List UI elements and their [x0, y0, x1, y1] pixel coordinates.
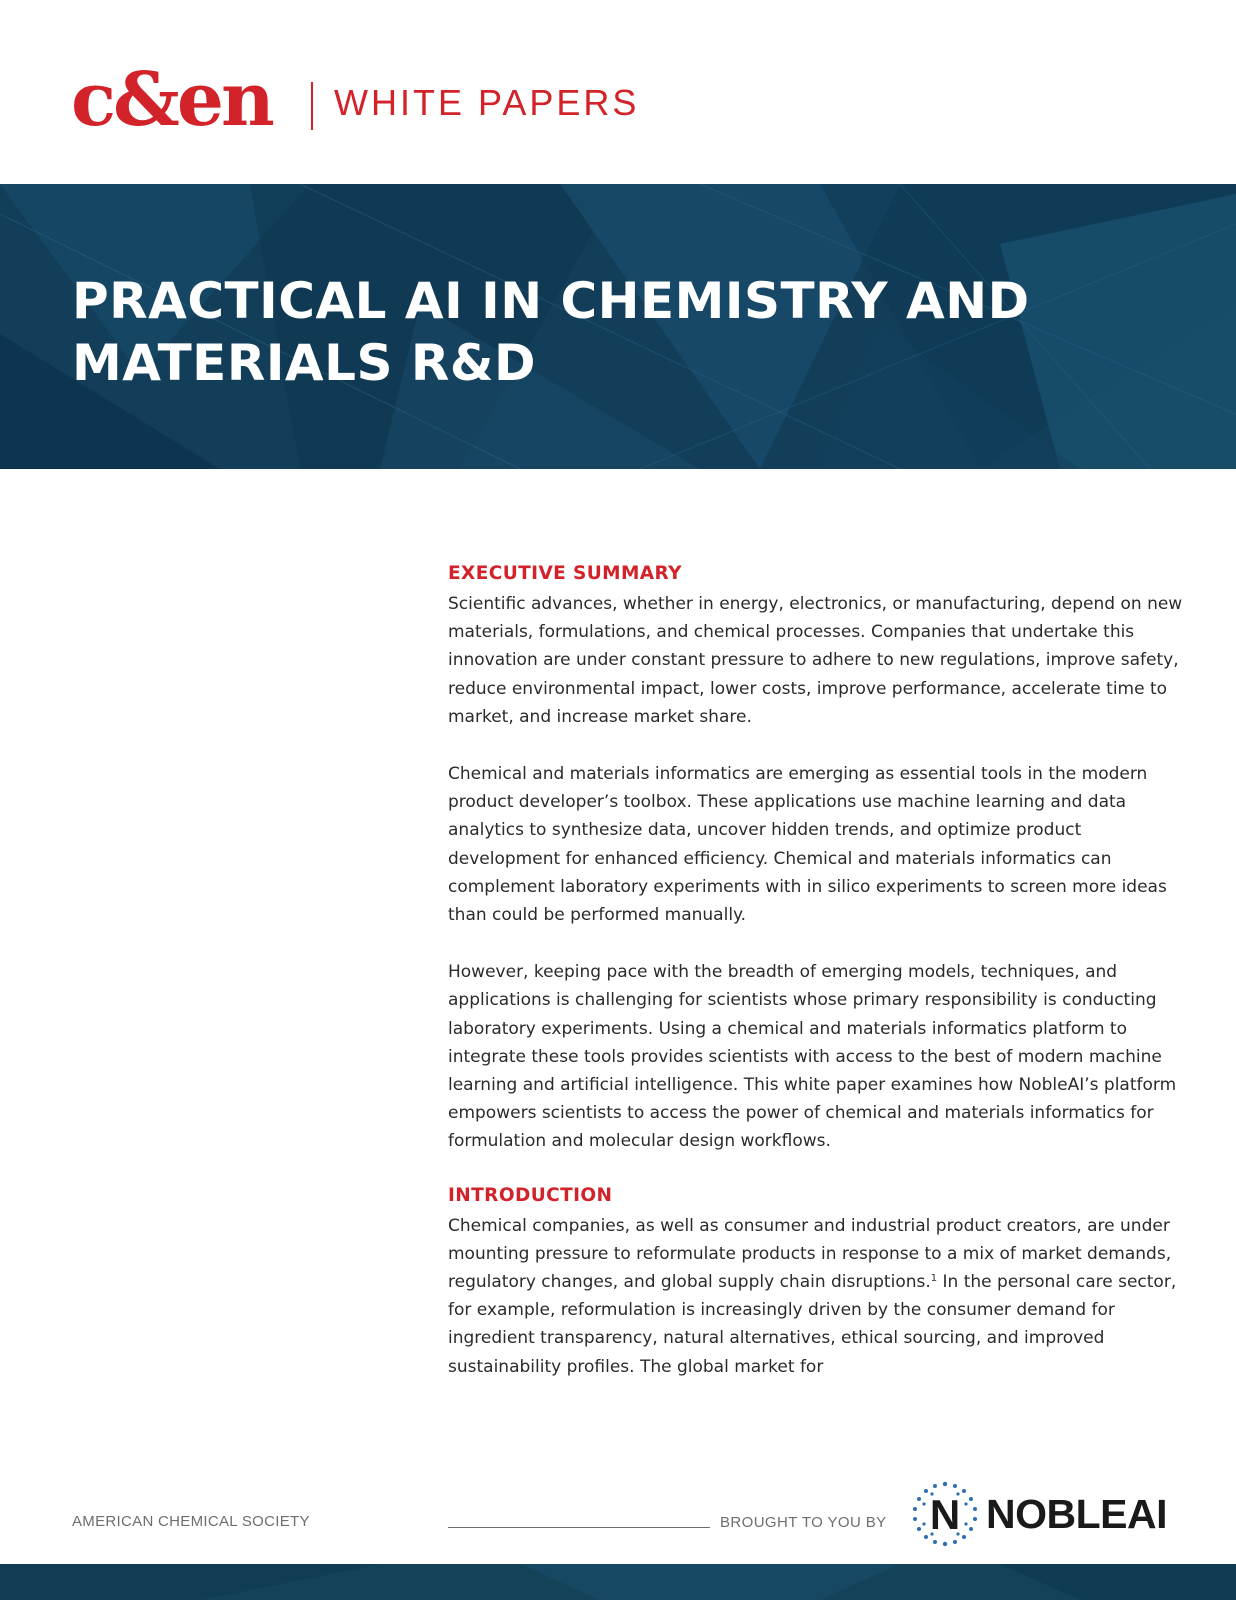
page-title [72, 270, 1030, 394]
masthead-label: WHITE PAPERS [334, 82, 640, 123]
hero-banner [0, 184, 1236, 469]
sponsor-credit: BROUGHT TO YOU BY [720, 1514, 887, 1531]
executive-summary-paragraph-1: Scientific advances, whether in energy, electronics, or manufacturing, depend on new materials, formulations, and chemical processes. Companies that undertake this innovation are under constant pressure to adhere to new regulations, improve safety, reduce environmental impact, lower costs, improve performance, accelerate time to market, and increase market share. [448, 594, 1183, 727]
introduction-heading: INTRODUCTION [448, 1184, 613, 1206]
executive-summary-paragraph-3: However, keeping pace with the breadth of emerging models, techniques, and applications is challenging for scientists whose primary responsibility is conducting laboratory experiments. Using a chemical and materials informatics platform to integrate these tools provides scientists with access to the best of modern machine learning and artificial intelligence. This white paper examines how NobleAI’s platform empowers scientists to access the power of chemical and materials informatics for formulation and molecular design workflows. [448, 962, 1177, 1152]
bottom-band-pattern [0, 1564, 1236, 1600]
noble-ai-mark-letter: N [929, 1491, 961, 1538]
bottom-band [0, 1564, 1236, 1600]
introduction-text-1: Chemical companies, as well as consumer and industrial product creators, are under mounting pressure to reformulate products in response to a mix of market demands, regulatory changes, and global supply chain disruptions. [448, 1215, 1172, 1293]
publisher-name: AMERICAN CHEMICAL SOCIETY [72, 1513, 310, 1530]
introduction-paragraph [448, 1212, 1188, 1381]
article-body [448, 562, 1188, 1410]
sponsor-wordmark: NOBLEAI [986, 1491, 1167, 1537]
masthead-divider [311, 82, 313, 130]
executive-summary-paragraph-2: Chemical and materials informatics are emerging as essential tools in the modern product developer’s toolbox. These applications use machine learning and data analytics to synthesize data, uncover hidden trends, and optimize product development for enhanced efficiency. Chemical and materials informatics can complement laboratory experiments with in silico experiments to screen more ideas than could be performed manually. [448, 764, 1167, 926]
executive-summary-heading: EXECUTIVE SUMMARY [448, 563, 682, 584]
footnote-reference[interactable]: 1 [930, 1273, 938, 1285]
introduction-text-2: In the personal care sector, for example, reformulation is increasingly driven by the consumer demand for ingredient transparency, natural alternatives, ethical sourcing, and improved sustainability profiles. The global market for [448, 1272, 1177, 1377]
sponsor-logo[interactable] [910, 1480, 1170, 1548]
page-title-line-2: MATERIALS R&D [72, 334, 537, 392]
cen-logo[interactable]: c&en [71, 57, 272, 143]
noble-ai-mark-icon [910, 1480, 980, 1548]
footer-divider [448, 1527, 710, 1528]
page-title-line-1: PRACTICAL AI IN CHEMISTRY AND [72, 272, 1030, 330]
